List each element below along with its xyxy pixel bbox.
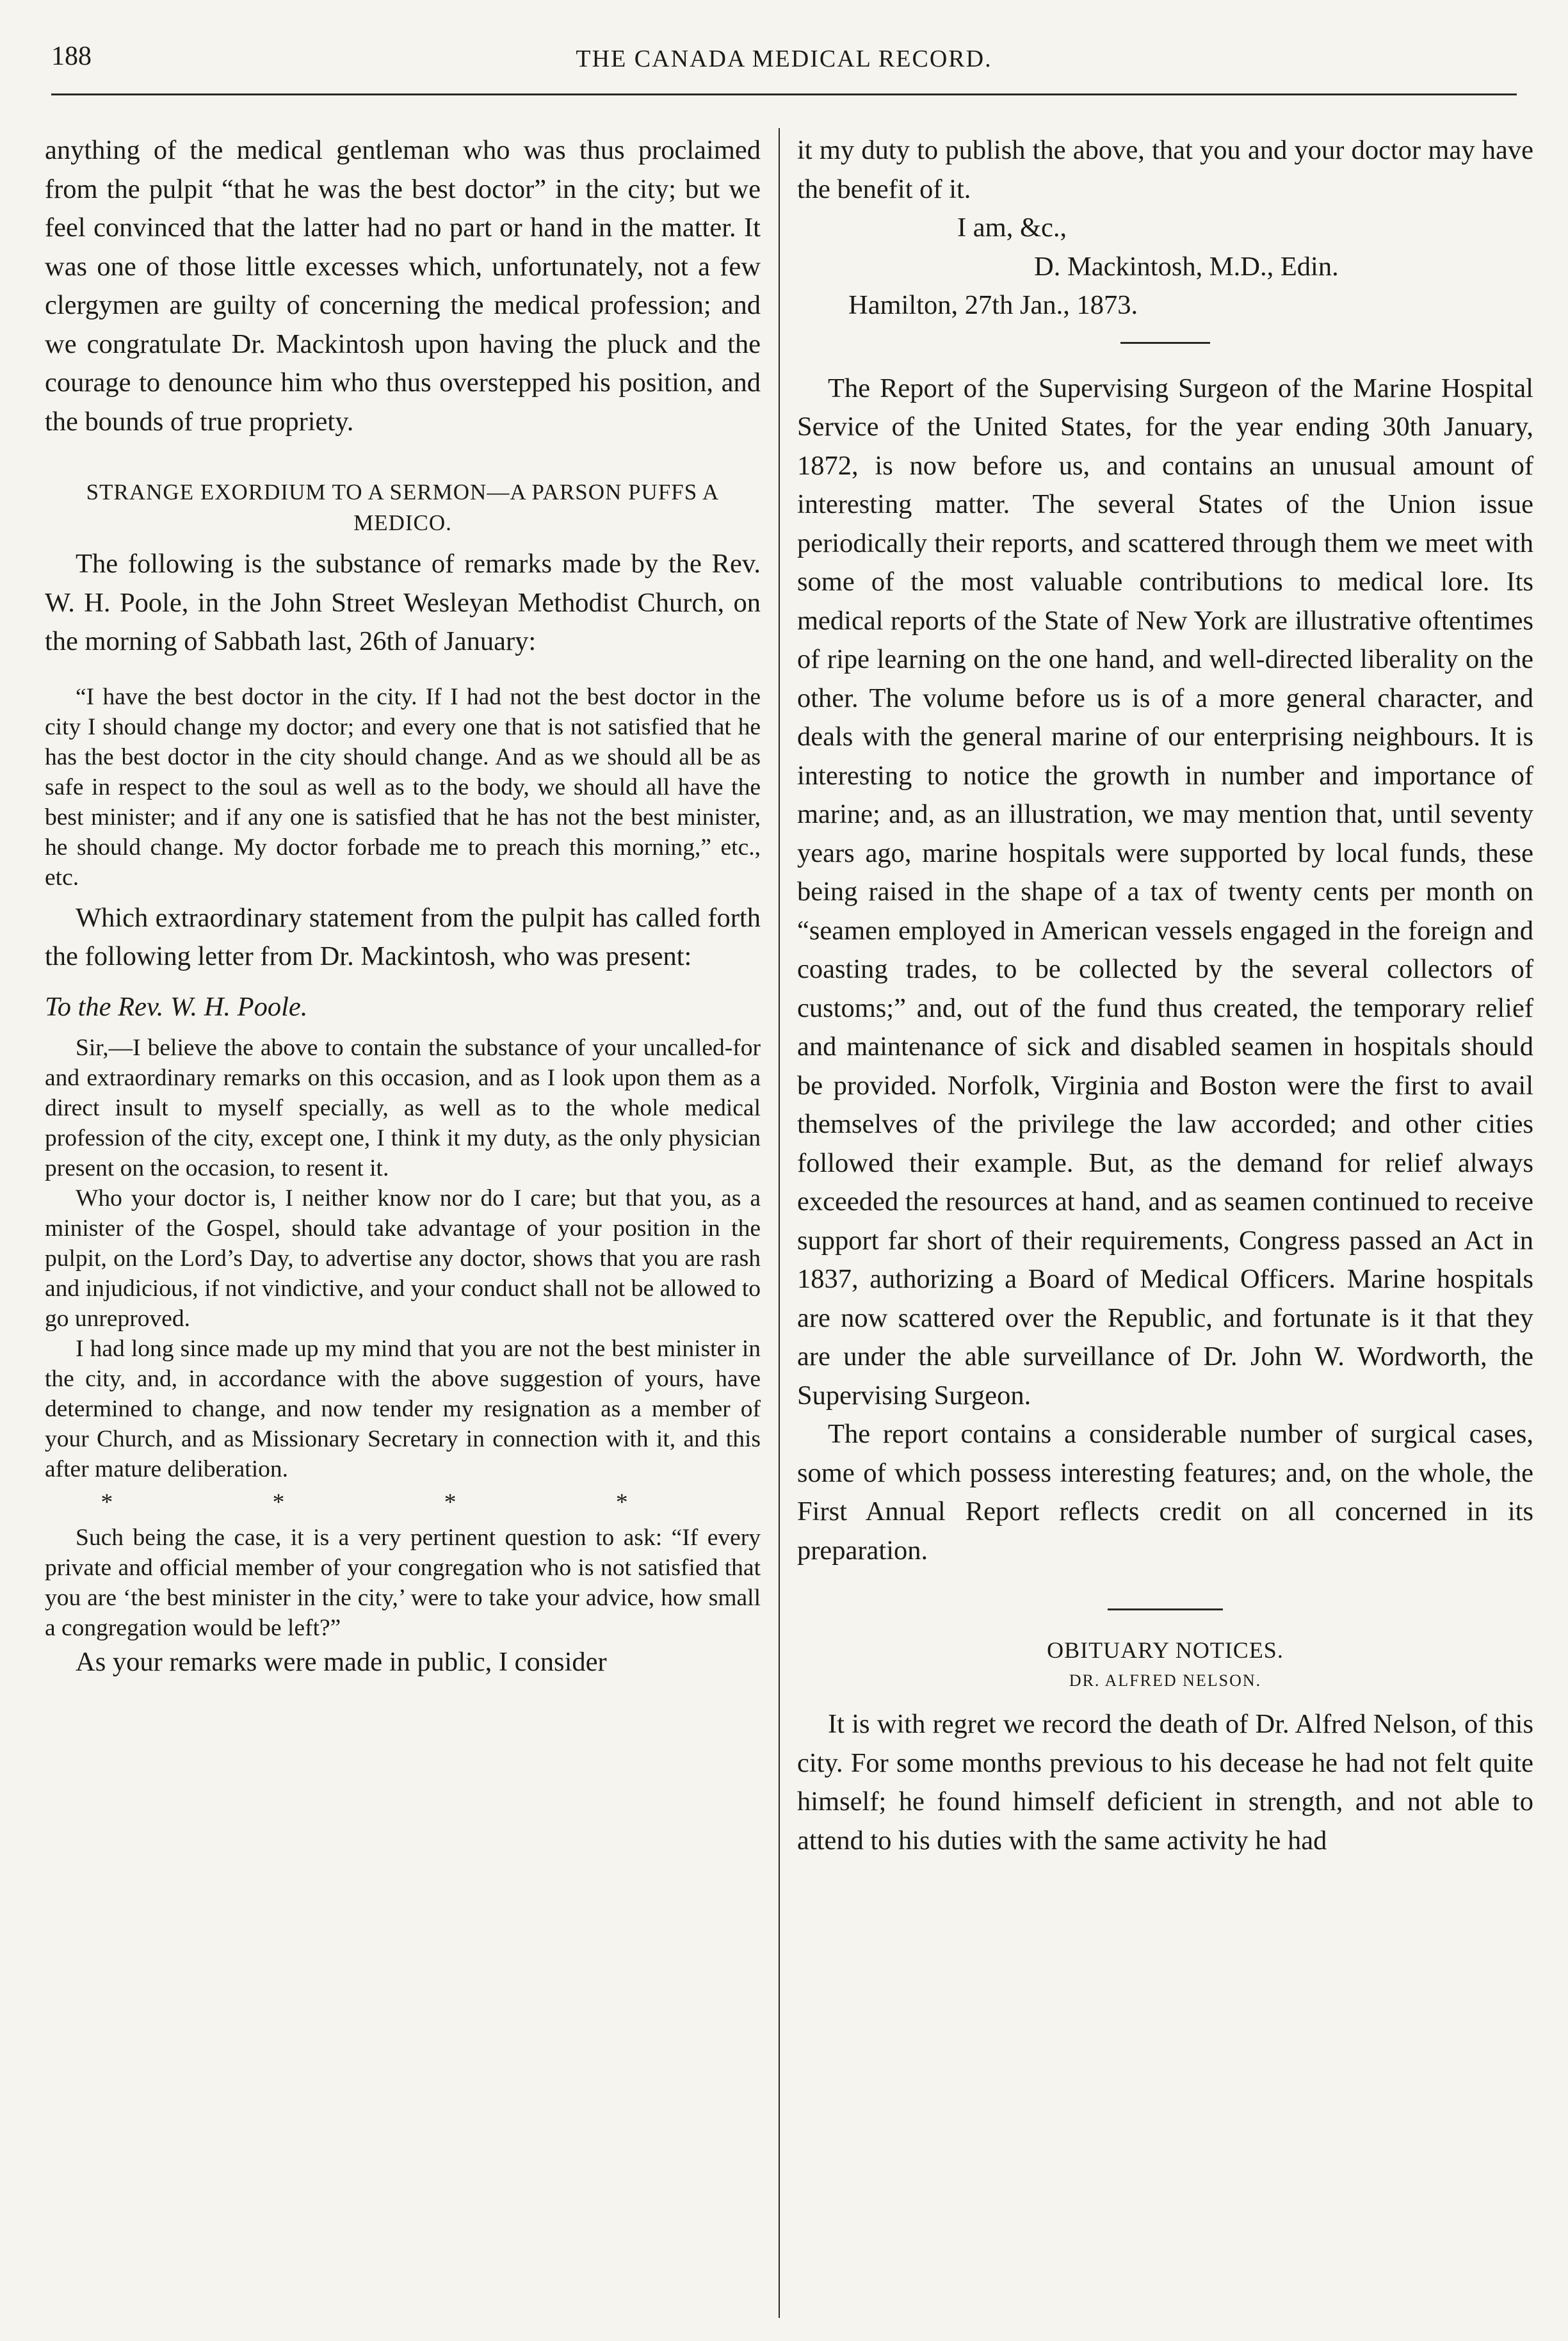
letter-closing: I am, &c., bbox=[957, 213, 1067, 243]
left-paragraph-3: Which extraordinary statement from the pulpit has called forth the following letter from Dr. Mackintosh, who was present: bbox=[45, 902, 761, 971]
column-divider bbox=[779, 128, 780, 2318]
right-column bbox=[797, 131, 1533, 1860]
header-rule bbox=[51, 93, 1517, 95]
section-rule bbox=[1120, 342, 1210, 344]
marine-hospital-report-paragraph: The Report of the Supervising Surgeon of the Marine Hospital Service of the United States, for the year ending 30th January, 1872, is now before us, and contains an unusual amount of interesting matter. The several States of the Union issue periodically their reports, and scattered through them we meet with some of the most valuable contributions to medical lore. Its medical reports of the State of New York are illustrative oftentimes of ripe learning on the one hand, and well-directed liberality on the other. The volume before us is of a more general character, and deals with the general marine of our enterprising neighbours. It is interesting to notice the growth in number and importance of marine; and, as an illustration, we may mention that, until seventy years ago, marine hospitals were supported by local funds, these being raised in the shape of a tax of twenty cents per month on “seamen employed in American vessels engaged in the foreign and coasting trades, to be collected by the several collectors of customs;” and, out of the fund thus created, the temporary relief and maintenance of sick and disabled seamen in hospitals should be provided. Norfolk, Virginia and Boston were the first to avail themselves of the privilege the law accorded; and other cities followed their example. But, as the demand for relief always exceeded the resources at hand, and as seamen continued to receive support far short of their requirements, Congress passed an Act in 1837, authorizing a Board of Medical Officers. Marine hospitals are now scattered over the Republic, and fortunate is it that they are under the able surveillance of Dr. John W. Wordworth, the Supervising Surgeon. bbox=[797, 373, 1533, 1411]
page-number: 188 bbox=[51, 42, 92, 71]
report-summary-paragraph: The report contains a considerable number of surgical cases, some of which possess interesting features; and, on the whole, the First Annual Report reflects credit on all concerned in its preparation. bbox=[797, 1419, 1533, 1566]
letter-paragraph-2: Who your doctor is, I neither know nor do I care; but that you, as a minister of the Gospel, should take advantage of your position in the pulpit, on the Lord’s Day, to advertise any doctor, shows that you are rash and injudicious, if not vindictive, and your conduct shall not be allowed to go unreproved. bbox=[45, 1185, 761, 1332]
letter-paragraph-3: I had long since made up my mind that you are not the best minister in the city, and, in accordance with the above suggestion of yours, have determined to change, and now tender my resignation as a member of your Church, and as Missionary Secretary in connection with it, and this after mature deliberation. bbox=[45, 1336, 761, 1482]
obituary-heading: OBITUARY NOTICES. bbox=[1047, 1637, 1284, 1663]
page-header bbox=[38, 28, 1530, 79]
letter-paragraph-1: Sir,—I believe the above to contain the substance of your uncalled-for and extraordinary remarks on this occasion, and as I look upon them as a direct insult to myself specially, as well as to the whole medical profession of the city, except one, I think it my duty, as the only physician present on the occasion, to resent it. bbox=[45, 1035, 761, 1181]
running-title: THE CANADA MEDICAL RECORD. bbox=[576, 45, 992, 72]
letter-salutation: To the Rev. W. H. Poole. bbox=[45, 991, 308, 1022]
left-paragraph-2: The following is the substance of remarks made by the Rev. W. H. Poole, in the John Street Wesleyan Methodist Church, on the morning of Sabbath last, 26th of January: bbox=[45, 549, 761, 656]
letter-paragraph-5: As your remarks were made in public, I consider bbox=[76, 1647, 607, 1677]
obituary-subject: DR. ALFRED NELSON. bbox=[1069, 1671, 1262, 1690]
section-heading-strange-exordium: STRANGE EXORDIUM TO A SERMON—A PARSON PUFFS A MEDICO. bbox=[86, 480, 720, 535]
left-column bbox=[45, 131, 761, 1682]
sermon-quote: “I have the best doctor in the city. If I had not the best doctor in the city I should change my doctor; and every one that is not satisfied that he has the best doctor in the city should change. And as we should all be as safe in respect to the soul as well as to the body, we should all have the best minister; and if any one is satisfied that he has not the best minister, he should change. My doctor forbade me to preach this morning,” etc., etc. bbox=[45, 683, 761, 891]
left-paragraph-1: anything of the medical gentleman who was thus proclaimed from the pulpit “that he was the best doctor” in the city; but we feel convinced that the latter had no part or hand in the matter. It was one of those little excesses which, unfortunately, not a few clergymen are guilty of concerning the medical profession; and we congratulate Dr. Mackintosh upon having the pluck and the courage to denounce him who thus overstepped his position, and the bounds of true propriety. bbox=[45, 135, 761, 437]
obituary-rule bbox=[1108, 1608, 1223, 1610]
right-paragraph-1: it my duty to publish the above, that you and your doctor may have the benefit of it. bbox=[797, 135, 1533, 204]
obituary-paragraph: It is with regret we record the death of Dr. Alfred Nelson, of this city. For some months previous to his decease he had not felt quite himself; he found himself deficient in strength, and not able to attend to his duties with the same activity he had bbox=[797, 1709, 1533, 1856]
letter-place-date: Hamilton, 27th Jan., 1873. bbox=[848, 290, 1138, 320]
asterisk-separator: * * * * bbox=[101, 1489, 705, 1516]
letter-signature: D. Mackintosh, M.D., Edin. bbox=[1034, 251, 1339, 282]
letter-paragraph-4: Such being the case, it is a very pertinent question to ask: “If every private and official member of your congregation who is not satisfied that you are ‘the best minister in the city,’ were to take your advice, how small a congregation would be left?” bbox=[45, 1525, 761, 1641]
